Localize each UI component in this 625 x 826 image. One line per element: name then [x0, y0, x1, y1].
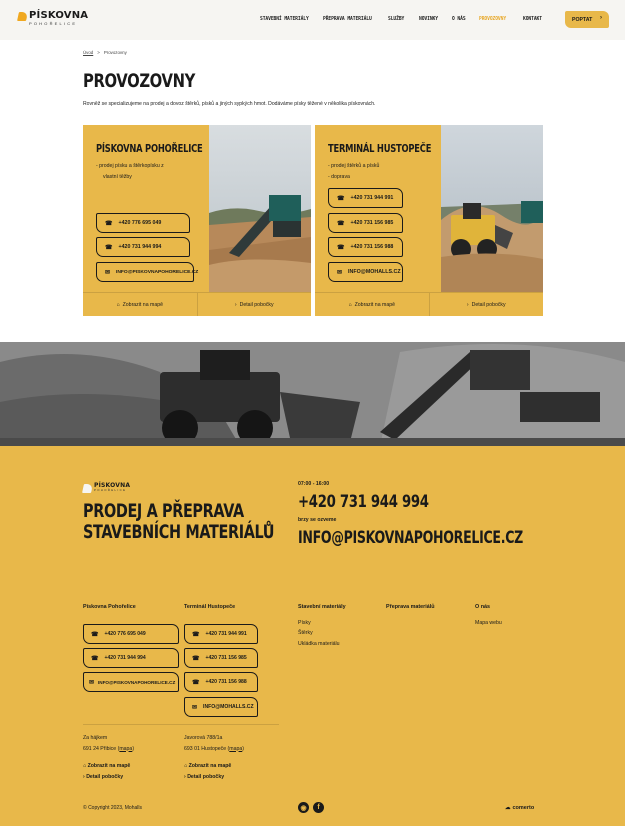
bullet-item: - doprava [328, 172, 379, 183]
comerto-logo-icon: ☁ [505, 805, 511, 811]
mail-icon: ✉ [192, 704, 198, 711]
phone-label: +420 731 944 991 [350, 195, 394, 201]
show-on-map-label: Zobrazit na mapě [188, 763, 232, 769]
branch-detail-label: Detail pobočky [187, 774, 225, 780]
phone-icon: ☎ [192, 679, 200, 686]
phone-button[interactable] [328, 188, 403, 208]
phone-button[interactable] [83, 648, 179, 668]
branch-detail-label: Detail pobočky [239, 301, 274, 308]
screening-machine-photo [209, 125, 311, 292]
branch-card-footer [83, 292, 311, 316]
chevron-right-icon: › [466, 301, 469, 308]
phone-label: +420 731 944 994 [118, 244, 162, 250]
phone-icon: ☎ [91, 631, 99, 638]
show-on-map-label: Zobrazit na mapě [87, 763, 131, 769]
site-header [0, 0, 625, 40]
nav-provozovny[interactable]: PROVOZOVNY [479, 16, 507, 22]
nav-sluzby[interactable]: SLUŽBY [388, 16, 405, 22]
bullet-item: - prodej štěrků a písků [328, 161, 379, 172]
footer-col-title: Pískovna Pohořelice [83, 604, 136, 610]
show-on-map-label: Zobrazit na mapě [122, 301, 163, 308]
branch-card-hustopece [315, 125, 543, 316]
phone-button[interactable] [184, 672, 258, 692]
machinery-banner-image [0, 342, 625, 446]
copyright: © Copyright 2023, Mohalls [83, 805, 142, 811]
branch-photo [441, 125, 543, 292]
branch-card-pohorelice [83, 125, 311, 316]
phone-button[interactable] [184, 624, 258, 644]
footer-link-mapa-webu[interactable]: Mapa webu [475, 620, 502, 626]
branch-title: PÍSKOVNA POHOŘELICE [96, 142, 203, 155]
address-city: 691 24 Přibice [83, 745, 117, 752]
address-pohorelice [83, 733, 134, 754]
opening-hours: 07:00 - 16:00 [298, 481, 330, 487]
footer-link-pisky[interactable]: Písky [298, 620, 311, 626]
bullet-item: vlastní těžby [103, 173, 132, 180]
show-on-map-link[interactable] [315, 293, 430, 316]
footer-divider [83, 724, 279, 725]
map-pin-icon: ⌂ [348, 301, 352, 308]
branch-detail-label: Detail pobočky [471, 301, 506, 308]
branch-title: TERMINÁL HUSTOPEČE [328, 142, 432, 155]
email-button[interactable] [184, 697, 258, 717]
footer-col-title: Terminál Hustopeče [184, 604, 236, 610]
phone-button[interactable] [83, 624, 179, 644]
show-on-map-link[interactable] [83, 293, 198, 316]
chevron-right-icon: › [184, 774, 186, 780]
comerto-credit[interactable] [505, 805, 534, 811]
logo-text [94, 483, 130, 492]
show-on-map-label: Zobrazit na mapě [354, 301, 395, 308]
phone-icon: ☎ [105, 220, 113, 227]
logo-name: PÍSKOVNA [94, 482, 131, 489]
branch-detail-link[interactable] [430, 293, 544, 316]
footer-headline-line: STAVEBNÍCH MATERIÁLŮ [83, 521, 275, 543]
phone-label: +420 731 156 988 [205, 679, 247, 685]
map-pin-icon: ⌂ [116, 301, 120, 308]
footer-link-ukladka[interactable]: Ukládka materiálu [298, 641, 340, 647]
logo-name: PÍSKOVNA [29, 10, 89, 21]
show-on-map-link[interactable] [83, 763, 130, 769]
site-footer [0, 446, 625, 826]
logo-sub: POHOŘELICE [29, 21, 78, 26]
phone-icon: ☎ [337, 195, 345, 202]
nav-preprava-materialu[interactable]: PŘEPRAVA MATERIÁLU [323, 16, 372, 22]
main-nav [0, 16, 625, 26]
phone-icon: ☎ [105, 244, 113, 251]
breadcrumb-home[interactable]: Úvod [83, 50, 94, 55]
wheel-loader-photo [441, 125, 543, 292]
footer-col-title: Stavební materiály [298, 604, 346, 610]
email-label: INFO@PISKOVNAPOHORELICE.CZ [98, 679, 176, 685]
logo-sub: POHOŘELICE [94, 488, 127, 492]
phone-button[interactable] [96, 213, 190, 233]
map-pin-icon: ⌂ [83, 763, 87, 769]
address-city: 693 01 Hustopeče [184, 745, 227, 752]
footer-email-link[interactable]: INFO@PISKOVNAPOHORELICE.CZ [298, 528, 523, 548]
nav-o-nas[interactable]: O NÁS [452, 16, 466, 22]
footer-link-sterky[interactable]: Štěrky [298, 630, 313, 636]
branch-detail-label: Detail pobočky [86, 774, 124, 780]
phone-button[interactable] [328, 237, 403, 257]
phone-button[interactable] [328, 213, 403, 233]
phone-label: +420 731 944 991 [205, 631, 247, 637]
instagram-icon[interactable]: ◉ [298, 802, 309, 813]
comerto-label: comerto [512, 805, 535, 811]
phone-label: +420 731 944 994 [104, 655, 146, 661]
phone-button[interactable] [184, 648, 258, 668]
breadcrumb [83, 50, 127, 55]
bullet-item: - prodej písku a štěrkopísku z [96, 161, 164, 172]
phone-label: +420 731 156 985 [205, 655, 247, 661]
chevron-right-icon: › [600, 15, 602, 21]
address-line: Za hájkem [83, 735, 108, 741]
footer-headline-line: PRODEJ A PŘEPRAVA [83, 500, 244, 522]
footer-headline [83, 501, 274, 543]
address-hustopece [184, 733, 244, 754]
branch-photo [209, 125, 311, 292]
footer-logo[interactable] [83, 483, 130, 493]
address-line: Javorová 788/1a [184, 735, 223, 741]
branch-detail-link[interactable] [184, 774, 224, 780]
branch-bullets [328, 161, 379, 182]
email-button[interactable] [83, 672, 179, 692]
phone-icon: ☎ [192, 631, 200, 638]
chevron-right-icon: › [234, 301, 237, 308]
phone-icon: ☎ [337, 220, 345, 227]
phone-label: +420 776 695 049 [118, 220, 162, 226]
call-note: brzy se ozveme [298, 517, 337, 523]
nav-kontakt[interactable]: KONTAKT [523, 16, 542, 22]
branch-detail-link[interactable] [198, 293, 312, 316]
phone-label: +420 731 156 985 [350, 220, 394, 226]
phone-icon: ☎ [91, 655, 99, 662]
branch-card-footer [315, 292, 543, 316]
phone-label: +420 776 695 049 [104, 631, 146, 637]
poptat-label: POPTAT [572, 16, 593, 23]
footer-col-title[interactable]: O nás [475, 604, 490, 610]
phone-icon: ☎ [337, 244, 345, 251]
phone-button[interactable] [96, 237, 190, 257]
map-pin-icon: ⌂ [184, 763, 188, 769]
facebook-icon[interactable]: f [313, 802, 324, 813]
poptat-button[interactable] [565, 11, 609, 28]
address-line: 693 01 Hustopeče (mapa) [184, 745, 244, 752]
email-label: INFO@MOHALLS.CZ [203, 704, 254, 710]
breadcrumb-separator: > [97, 50, 100, 55]
email-label: INFO@PISKOVNAPOHORELICE.CZ [116, 269, 199, 275]
footer-col-title[interactable]: Přeprava materiálů [386, 604, 435, 610]
page-intro: Rovněž se specializujeme na prodej a dovoz štěrků, písků a jiných sypkých hmot. Dodáváme písky těžené v několika pískovnách. [83, 101, 376, 107]
breadcrumb-current: Provozovny [103, 50, 127, 55]
logo-mark-icon [82, 484, 93, 493]
footer-phone-link[interactable]: +420 731 944 994 [298, 492, 429, 512]
machinery-banner [0, 342, 625, 446]
mail-icon: ✉ [105, 269, 111, 276]
phone-icon: ☎ [192, 655, 200, 662]
show-on-map-link[interactable] [184, 763, 231, 769]
email-button[interactable] [328, 262, 403, 282]
email-button[interactable] [96, 262, 199, 282]
map-link[interactable]: mapa [119, 745, 133, 752]
phone-label: +420 731 156 988 [350, 244, 394, 250]
address-line: 691 24 Přibice (mapa) [83, 745, 135, 752]
mail-icon: ✉ [337, 269, 343, 276]
mail-icon: ✉ [89, 679, 95, 686]
map-link[interactable]: mapa [229, 745, 243, 752]
branch-detail-link[interactable] [83, 774, 123, 780]
branch-bullets [96, 161, 164, 182]
nav-novinky[interactable]: NOVINKY [419, 16, 438, 22]
email-label: INFO@MOHALLS.CZ [348, 269, 401, 275]
page-title: PROVOZOVNY [83, 70, 195, 92]
chevron-right-icon: › [83, 774, 85, 780]
nav-stavebni-materialy[interactable]: STAVEBNÍ MATERIÁLY [260, 16, 309, 22]
